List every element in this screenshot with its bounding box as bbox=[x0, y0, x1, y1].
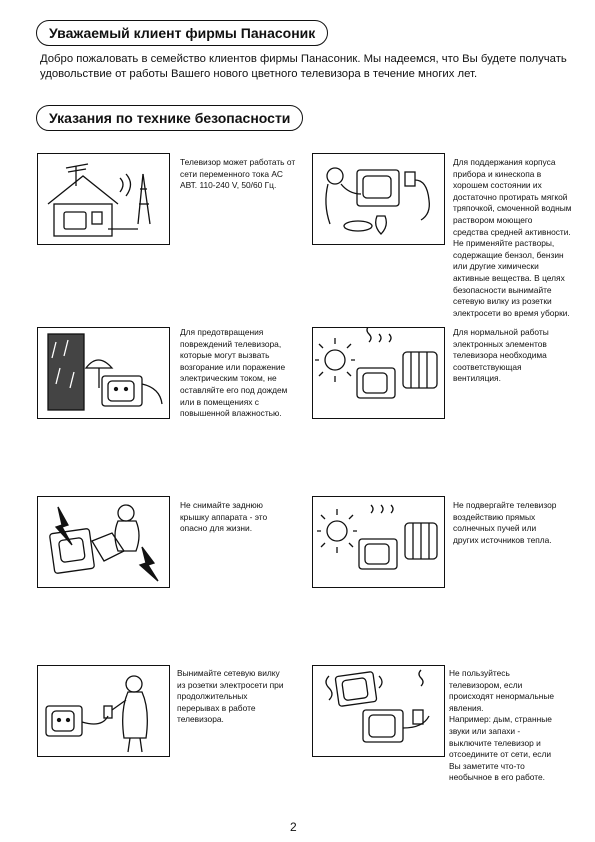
tv-heat-sources-icon bbox=[312, 327, 445, 419]
tv-sun-heater-icon bbox=[312, 496, 445, 588]
safety-section-title: Указания по технике безопасности bbox=[36, 105, 303, 131]
electric-shock-icon bbox=[37, 496, 170, 588]
safety-text-5: Не снимайте заднюю крышку аппарата - это опасно для жизни. bbox=[180, 500, 268, 534]
page-title: Уважаемый клиент фирмы Панасоник bbox=[36, 20, 328, 46]
tv-in-rain-icon bbox=[37, 327, 170, 419]
tv-smoke-icon bbox=[312, 665, 445, 757]
safety-text-3: Для предотвращения повреждений телевизора, которые могут вызвать возгорание или поражение электрическим током, не оставляйте его под дождем или в помещениях с повышенной влажностью. bbox=[180, 327, 288, 419]
woman-unplug-icon bbox=[37, 665, 170, 757]
safety-text-8: Не пользуйтесь телевизором, если происходят ненормальные явления. Например: дым, странные звуки или запахи - выключите телевизор и отсоедините от сети, если Вы заметите что-то необычное в его работе. bbox=[449, 668, 555, 783]
house-antenna-icon bbox=[37, 153, 170, 245]
intro-paragraph: Добро пожаловать в семейство клиентов фирмы Панасоник. Мы надеемся, что Вы будете получать удовольствие от работы Вашего нового цветного телевизора в течение многих лет. bbox=[40, 53, 567, 80]
page-number: 2 bbox=[290, 820, 297, 834]
safety-text-1: Телевизор может работать от сети переменного тока AC АВТ. 110-240 V, 50/60 Гц. bbox=[180, 157, 296, 191]
safety-text-7: Вынимайте сетевую вилку из розетки электросети при продолжительных перерывах в работе телевизора. bbox=[177, 668, 284, 725]
woman-cleaning-tv-icon bbox=[312, 153, 445, 245]
safety-text-2: Для поддержания корпуса прибора и кинескопа в хорошем состоянии их достаточно протирать мягкой тряпочкой, смоченной водным раствором моющего средства средней активности. Не применяйте растворы, содержащие бензол, бензин или другие химически активные вещества. В целях безопасности вынимайте сетевую вилку из розетки электросети во время уборки. bbox=[453, 157, 572, 318]
safety-text-6: Не подвергайте телевизор воздействию прямых солнечных пучей или других источников тепла. bbox=[453, 500, 557, 545]
safety-text-4: Для нормальной работы электронных элементов телевизора необходима соответствующая вентиляция. bbox=[453, 327, 549, 384]
